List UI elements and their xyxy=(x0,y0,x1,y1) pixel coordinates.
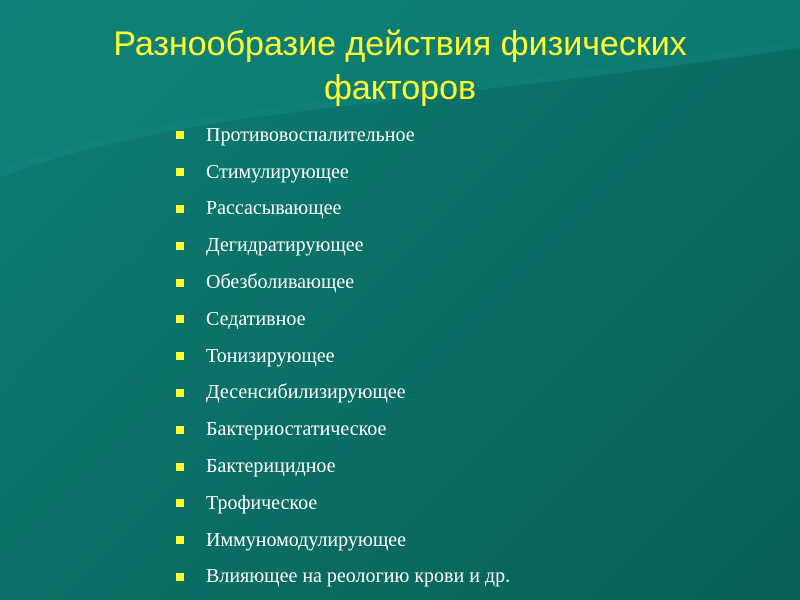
list-item-text: Обезболивающее xyxy=(206,271,355,294)
list-item xyxy=(176,559,510,596)
list-item xyxy=(176,264,510,301)
list-item xyxy=(176,191,510,228)
list-item-text: Десенсибилизирующее xyxy=(206,381,406,404)
list-item-text: Трофическое xyxy=(206,491,318,514)
list-item-text: Влияющее на реологию крови и др. xyxy=(206,565,511,588)
square-bullet-icon xyxy=(176,352,184,360)
square-bullet-icon xyxy=(176,573,184,581)
list-item xyxy=(176,522,510,559)
bullet-list xyxy=(176,117,510,595)
list-item xyxy=(176,227,510,264)
list-item-text: Иммуномодулирующее xyxy=(206,528,406,551)
list-item-text: Противовоспалительное xyxy=(206,123,415,146)
square-bullet-icon xyxy=(176,315,184,323)
square-bullet-icon xyxy=(176,463,184,471)
list-item xyxy=(176,338,510,375)
square-bullet-icon xyxy=(176,168,184,176)
square-bullet-icon xyxy=(176,205,184,213)
square-bullet-icon xyxy=(176,426,184,434)
square-bullet-icon xyxy=(176,279,184,287)
square-bullet-icon xyxy=(176,389,184,397)
list-item-text: Рассасывающее xyxy=(206,197,342,220)
list-item xyxy=(176,448,510,485)
list-item xyxy=(176,154,510,191)
list-item xyxy=(176,485,510,522)
square-bullet-icon xyxy=(176,499,184,507)
list-item xyxy=(176,301,510,338)
list-item-text: Седативное xyxy=(206,307,306,330)
list-item xyxy=(176,375,510,412)
list-item-text: Тонизирующее xyxy=(206,344,335,367)
list-item-text: Дегидратирующее xyxy=(206,234,364,257)
square-bullet-icon xyxy=(176,536,184,544)
list-item-text: Бактериостатическое xyxy=(206,418,387,441)
list-item xyxy=(176,411,510,448)
square-bullet-icon xyxy=(176,242,184,250)
list-item xyxy=(176,117,510,154)
list-item-text: Бактерицидное xyxy=(206,455,336,478)
list-item-text: Стимулирующее xyxy=(206,160,349,183)
square-bullet-icon xyxy=(176,131,184,139)
slide-title: Разнообразие действия физических факторов xyxy=(113,25,687,107)
